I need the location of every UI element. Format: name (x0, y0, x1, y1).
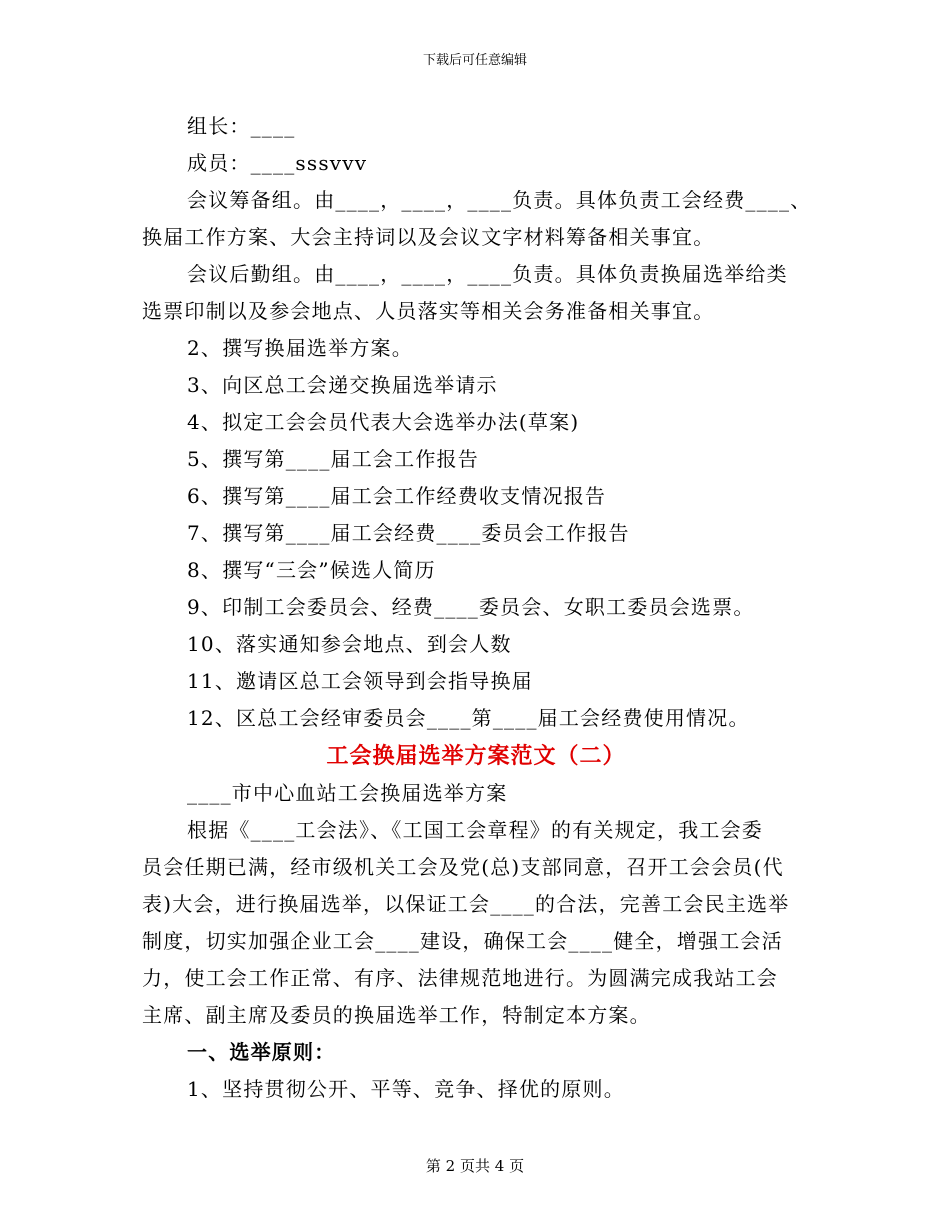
paragraph-basis-cont-5: 主席、副主席及委员的换届选举工作，特制定本方案。 (142, 1003, 651, 1027)
list-item-5: 5、撰写第____届工会工作报告 (187, 447, 479, 471)
paragraph-logistics-group: 会议后勤组。由____，____，____负责。具体负责换届选举给类 (187, 262, 788, 286)
page-header: 下载后可任意编辑 (422, 53, 527, 68)
paragraph-logistics-group-cont: 选票印制以及参会地点、人员落实等相关会务准备相关事宜。 (142, 299, 715, 323)
list-item-8: 8、撰写“三会”候选人简历 (187, 558, 436, 582)
paragraph-leader: 组长：____ (187, 114, 296, 138)
list-item-11: 11、邀请区总工会领导到会指导换届 (187, 669, 533, 693)
document-body (142, 108, 810, 1108)
principle-item-1: 1、坚持贯彻公开、平等、竞争、择优的原则。 (187, 1077, 625, 1101)
paragraph-basis-cont-4: 力，使工会工作正常、有序、法律规范地进行。为圆满完成我站工会 (142, 966, 778, 990)
paragraph-basis-cont-3: 制度，切实加强企业工会____建设，确保工会____健全，增强工会活 (142, 929, 783, 953)
list-item-12: 12、区总工会经审委员会____第____届工会经费使用情况。 (187, 706, 750, 730)
page-footer: 第 2 页共 4 页 (425, 1157, 525, 1175)
plan-subtitle: ____市中心血站工会换届选举方案 (187, 781, 508, 805)
list-item-4: 4、拟定工会会员代表大会选举办法(草案) (187, 410, 580, 434)
paragraph-basis: 根据《____工会法》、《工国工会章程》的有关规定，我工会委 (187, 818, 763, 842)
paragraph-basis-cont-2: 表)大会，进行换届选举，以保证工会____的合法，完善工会民主选举 (142, 892, 790, 916)
list-item-7: 7、撰写第____届工会经费____委员会工作报告 (187, 521, 630, 545)
paragraph-prep-group-cont: 换届工作方案、大会主持词以及会议文字材料筹备相关事宜。 (142, 225, 715, 249)
list-item-9: 9、印制工会委员会、经费____委员会、女职工委员会选票。 (187, 595, 755, 619)
paragraph-prep-group: 会议筹备组。由____，____，____负责。具体负责工会经费____、 (187, 188, 812, 212)
list-item-3: 3、向区总工会递交换届选举请示 (187, 373, 498, 397)
section-title: 工会换届选举方案范文（二） (326, 743, 626, 769)
paragraph-members: 成员：____sssvvv (187, 151, 368, 175)
paragraph-basis-cont-1: 员会任期已满，经市级机关工会及党(总)支部同意，召开工会会员(代 (142, 855, 784, 879)
heading-election-principles: 一、选举原则： (187, 1040, 336, 1064)
list-item-6: 6、撰写第____届工会工作经费收支情况报告 (187, 484, 607, 508)
list-item-10: 10、落实通知参会地点、到会人数 (187, 632, 512, 656)
list-item-2: 2、撰写换届选举方案。 (187, 336, 413, 360)
